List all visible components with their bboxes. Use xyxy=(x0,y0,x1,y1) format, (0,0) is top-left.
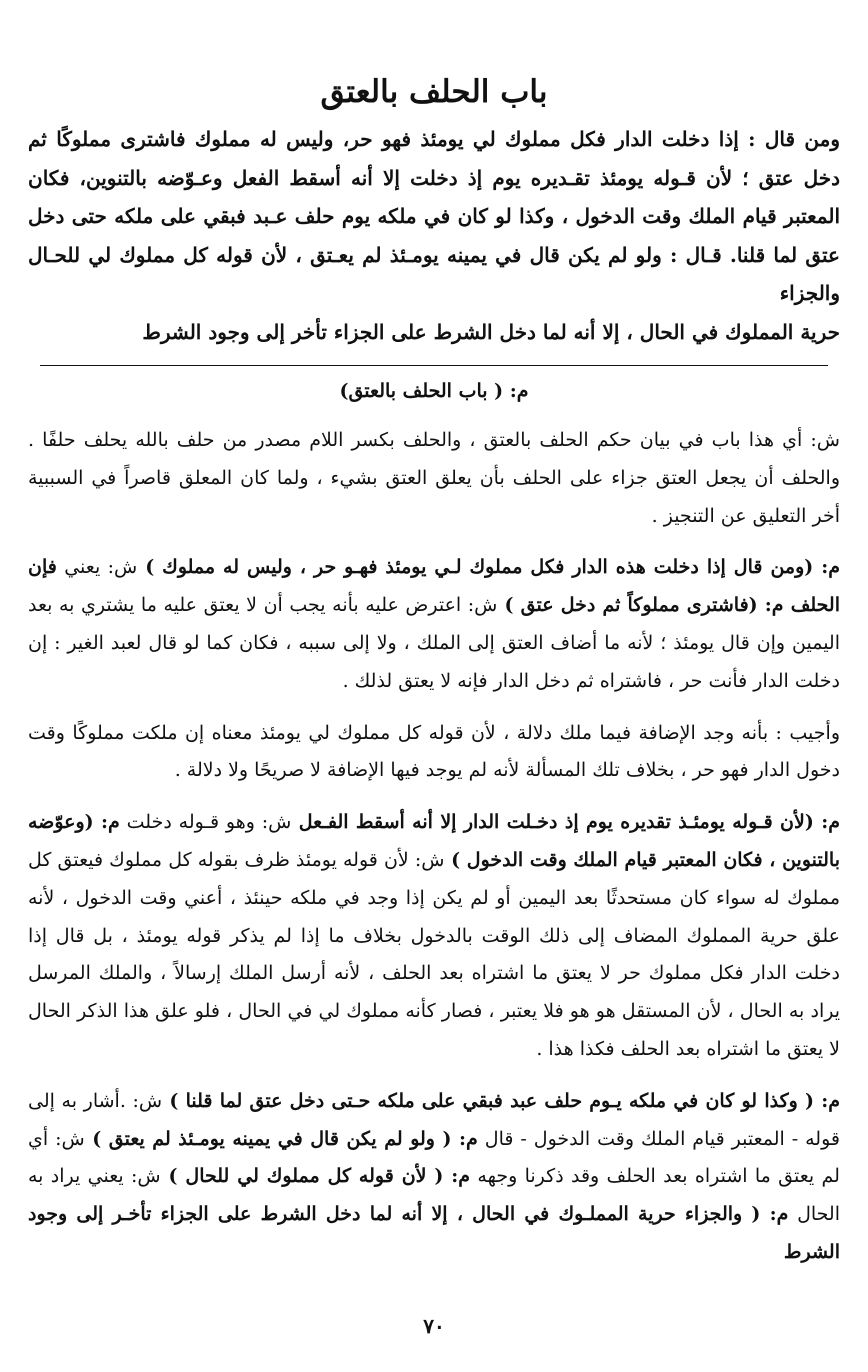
quoted-matn: م: (لأن قـوله يومئـذ تقديره يوم إذ دخـلت الدار إلا أنه أسقط الفـعل xyxy=(291,811,841,834)
paragraph-segment: وأجيب : بأنه وجد الإضافة فيما ملك دلالة ، لأن قوله كل مملوك لي يومئذ معناه إن ملكت مملوكًا وقت دخول الدار فهو حر ، بخلاف تلك المسألة لأنه لم يوجد فيها الإضافة لا صريحًا ولا دلالة . xyxy=(28,721,840,782)
commentary-segment: ش: وهو قـوله دخلت xyxy=(119,811,292,834)
commentary-paragraph-4 xyxy=(28,804,840,1069)
separator-rule xyxy=(40,365,828,366)
page-number: ٧٠ xyxy=(423,1314,445,1338)
quoted-matn: م: (ومن قال إذا دخلت هذه الدار فكل مملوك لـي يومئذ فهـو حر ، وليس له مملوك ) xyxy=(137,556,840,579)
quoted-matn: م: ( وكذا لو كان في ملكه يـوم حلف عبد فبقي على ملكه حـتى دخل عتق لما قلنا ) xyxy=(162,1089,841,1112)
commentary-heading: م: ( باب الحلف بالعتق) xyxy=(339,380,529,402)
quoted-matn: م: ( والجزاء حرية المملـوك في الحال ، إلا أنه لما دخل الشرط على الجزاء تأخـر إلى وجود الشرط xyxy=(28,1203,840,1263)
matn-body: ومن قال : إذا دخلت الدار فكل مملوك لي يومئذ فهو حر، وليس له مملوك فاشترى مملوكًا ثم دخل عتق ؛ لأن قـوله يومئذ تقـديره يوم إذ دخلت إلا أنه أسقط الفعل وعـوّضه بالتنوين، فكان المعتبر قيام الملك وقت الدخول ، وكذا لو كان في ملكه يوم حلف عـبد فبقي على ملكه حتى دخل عتق لما قلنا. قـال : ولو لم يكن قال في يمينه يومـئذ لم يعـتق ، لأن قوله كل مملوك لي للحـال والجزاء xyxy=(28,127,840,305)
chapter-title: باب الحلف بالعتق xyxy=(320,74,548,110)
commentary-segment: ش: يعني xyxy=(56,556,138,579)
matn-last-line: حرية المملوك في الحال ، إلا أنه لما دخل الشرط على الجزاء تأخر إلى وجود الشرط xyxy=(142,319,840,344)
commentary xyxy=(28,422,840,1272)
commentary-segment: ش: .أشار به إلى قوله - المعتبر قيام الملك وقت الدخول - قال xyxy=(28,1089,840,1150)
commentary-paragraph-3 xyxy=(28,715,840,791)
matn-text xyxy=(28,120,840,351)
commentary-segment: ش: اعترض عليه بأنه يجب أن لا يعتق عليه ما يشتري به بعد اليمين وإن قال يومئذ ؛ لأنه ما أضاف العتق إلى الملك ، ولا إلى سببه ، فكان كما لو قال لعبد الغير : إن دخلت الدار فأنت حر ، فاشتراه ثم دخل الدار فإنه لا يعتق لذلك . xyxy=(28,594,840,692)
quoted-matn: م: ( ولو لم يكن قال في يمينه يومـئذ لم يعتق ) xyxy=(84,1127,478,1150)
commentary-segment: ش: يعني يراد به الحال xyxy=(28,1165,840,1226)
commentary-segment: ش: أي لم يعتق ما اشتراه بعد الحلف وقد ذكرنا وجهه xyxy=(28,1127,840,1188)
quoted-matn: م: (وعوّضه بالتنوين ، فكان المعتبر قيام الملك وقت الدخول ) xyxy=(28,811,840,871)
commentary-paragraph-2 xyxy=(28,549,840,700)
commentary-segment: ش: لأن قوله يومئذ ظرف بقوله كل مملوك فيعتق كل مملوك له سواء كان مستحدثًا بعد اليمين أو لم يكن إذا وجد في ملكه حينئذ ، أعني وقت الدخول ، لأنه علق حرية المملوك المضاف إلى ذلك الوقت بالدخول بخلاف ما إذا لم يذكر قوله يومئذ ، بل قال إذا دخلت الدار فكل مملوك حر لا يعتق ما اشتراه بعد الحلف ، لأنه أرسل الملك إرسالاً ، والملك المرسل يراد به الحال ، لأن المستقل هو هو فلا يعتبر ، فصار كأنه مملوك لي في الحال ، فلو علق هذا الذكر الحال لا يعتق ما اشتراه بعد الحلف فكذا هذا . xyxy=(28,848,840,1060)
commentary-paragraph-1 xyxy=(28,422,840,535)
quoted-matn: فإن الحلف م: (فاشترى مملوكاً ثم دخل عتق ) xyxy=(28,556,840,617)
quoted-matn: م: ( لأن قوله كل مملوك لي للحال ) xyxy=(160,1165,471,1188)
commentary-paragraph-5 xyxy=(28,1083,840,1272)
page-body xyxy=(28,70,840,1286)
paragraph-segment: ش: أي هذا باب في بيان حكم الحلف بالعتق ، والحلف بكسر اللام مصدر من حلف بالله يحلف حلفًا . والحلف أن يجعل العتق جزاء على الحلف بأن يعلق العتق بشيء ، ولما كان المعلق قاصراً في السببية أخر التعليق عن التنجيز . xyxy=(28,429,840,527)
